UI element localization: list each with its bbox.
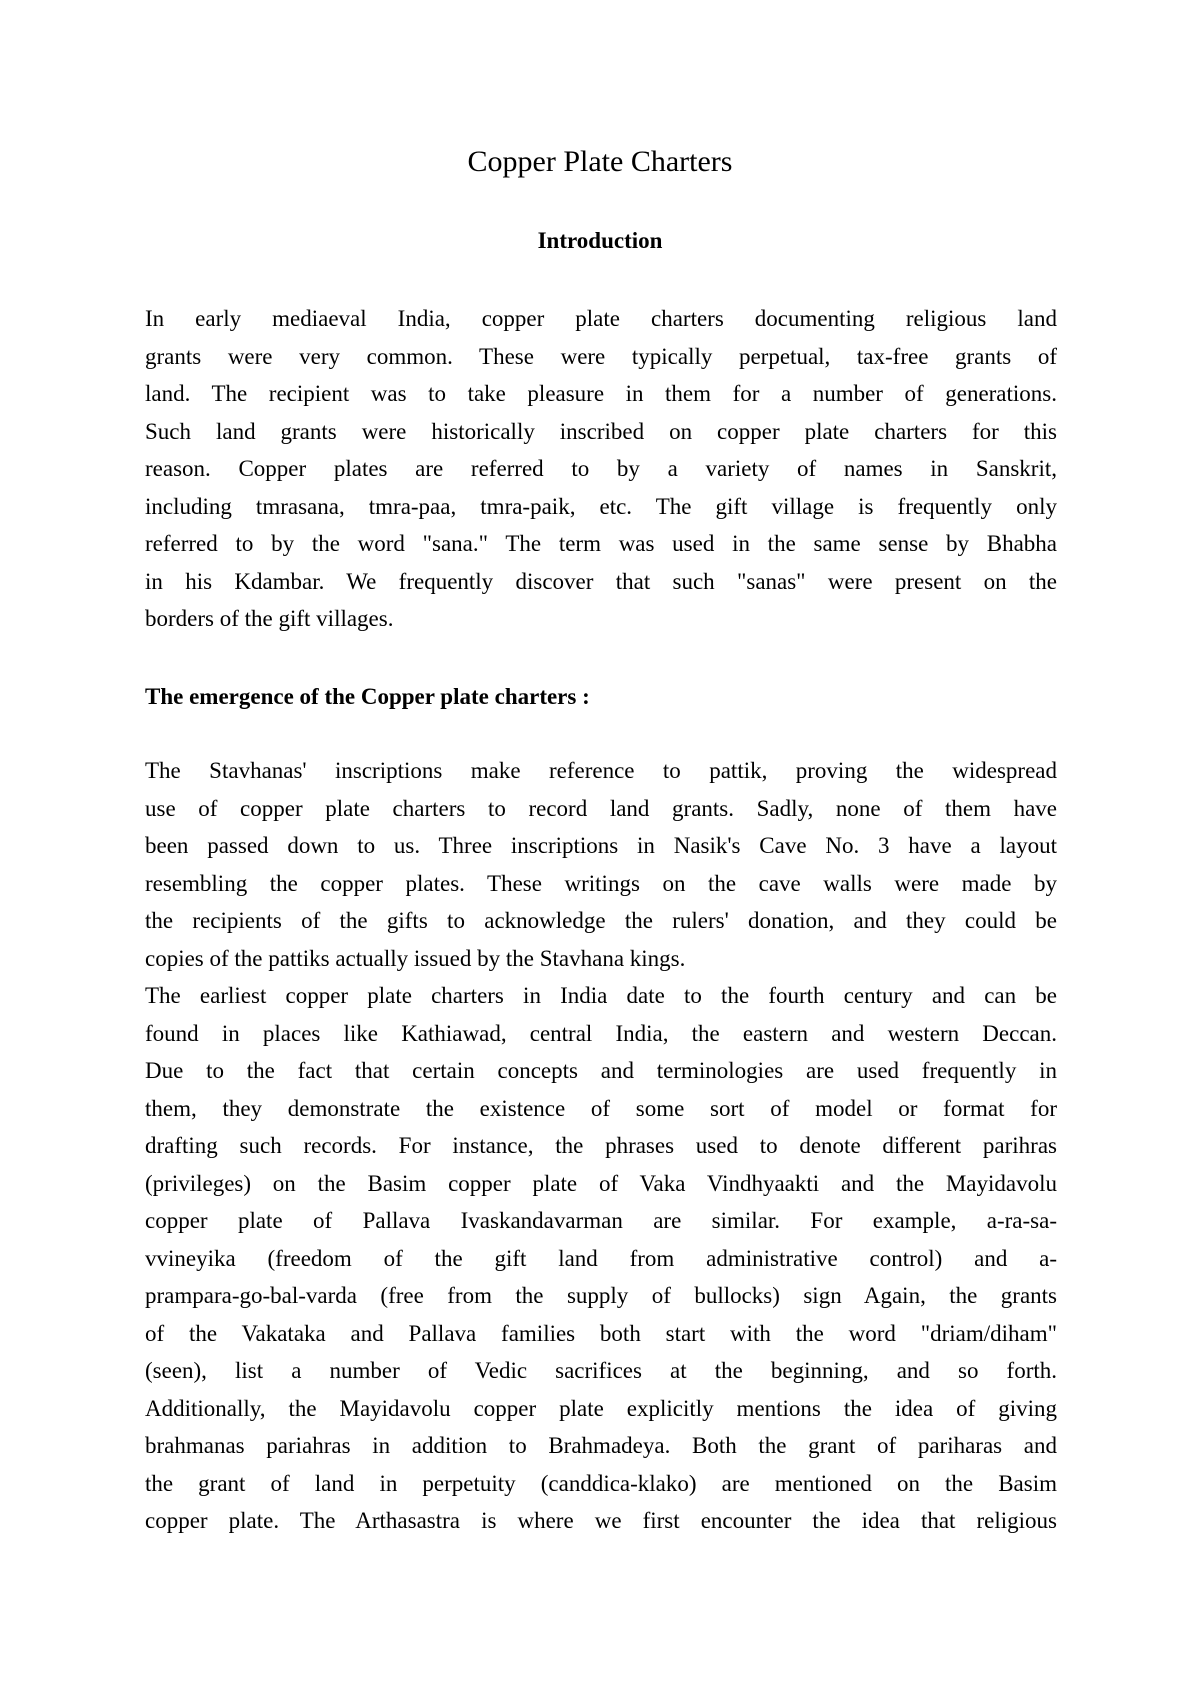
paragraph-line: The earliest copper plate charters in India date to the fourth century and can be — [145, 983, 1057, 1008]
paragraph-line: copper plate. The Arthasastra is where we first encounter the idea that religious — [145, 1508, 1057, 1533]
paragraph-line: drafting such records. For instance, the phrases used to denote different parihras — [145, 1133, 1057, 1158]
paragraph-line: grants were very common. These were typically perpetual, tax-free grants of — [145, 343, 1057, 369]
intro-paragraph — [145, 300, 1057, 638]
paragraph-line: copper plate of Pallava Ivaskandavarman are similar. For example, a-ra-sa- — [145, 1208, 1057, 1233]
paragraph-line: borders of the gift villages. — [145, 606, 394, 631]
section-heading: The emergence of the Copper plate charters : — [145, 684, 590, 709]
paragraph-line: been passed down to us. Three inscriptions in Nasik's Cave No. 3 have a layout — [145, 833, 1057, 858]
paragraph-line: of the Vakataka and Pallava families both start with the word "driam/diham" — [145, 1320, 1057, 1346]
paragraph-line: copies of the pattiks actually issued by the Stavhana kings. — [145, 945, 686, 971]
paragraph-line: found in places like Kathiawad, central India, the eastern and western Deccan. — [145, 1020, 1057, 1046]
paragraph-line: Due to the fact that certain concepts and terminologies are used frequently in — [145, 1058, 1057, 1083]
paragraph-line: in his Kdambar. We frequently discover that such "sanas" were present on the — [145, 568, 1057, 594]
paragraph-line: land. The recipient was to take pleasure in them for a number of generations. — [145, 381, 1057, 406]
paragraph-line: the grant of land in perpetuity (canddica-klako) are mentioned on the Basim — [145, 1470, 1057, 1496]
section-paragraph — [145, 752, 1057, 1540]
paragraph-line: (seen), list a number of Vedic sacrifices at the beginning, and so forth. — [145, 1358, 1057, 1383]
paragraph-line: prampara-go-bal-varda (free from the supply of bullocks) sign Again, the grants — [145, 1283, 1057, 1308]
paragraph-line: vvineyika (freedom of the gift land from administrative control) and a- — [145, 1245, 1057, 1271]
paragraph-line: them, they demonstrate the existence of some sort of model or format for — [145, 1095, 1057, 1121]
paragraph-line: resembling the copper plates. These writings on the cave walls were made by — [145, 870, 1057, 896]
paragraph-line: the recipients of the gifts to acknowledge the rulers' donation, and they could be — [145, 908, 1057, 933]
paragraph-line: Additionally, the Mayidavolu copper plate explicitly mentions the idea of giving — [145, 1395, 1057, 1421]
intro-heading: Introduction — [537, 228, 663, 253]
paragraph-line: The Stavhanas' inscriptions make reference to pattik, proving the widespread — [145, 758, 1057, 783]
paragraph-line: use of copper plate charters to record land grants. Sadly, none of them have — [145, 795, 1057, 821]
paragraph-line: referred to by the word "sana." The term was used in the same sense by Bhabha — [145, 531, 1057, 556]
paragraph-line: (privileges) on the Basim copper plate of Vaka Vindhyaakti and the Mayidavolu — [145, 1170, 1057, 1196]
paragraph-line: In early mediaeval India, copper plate charters documenting religious land — [145, 306, 1057, 331]
paragraph-line: Such land grants were historically inscribed on copper plate charters for this — [145, 418, 1057, 444]
document-title: Copper Plate Charters — [467, 145, 733, 178]
paragraph-line: reason. Copper plates are referred to by a variety of names in Sanskrit, — [145, 456, 1057, 481]
paragraph-line: including tmrasana, tmra-paa, tmra-paik, etc. The gift village is frequently only — [145, 493, 1057, 519]
paragraph-line: brahmanas pariahras in addition to Brahmadeya. Both the grant of pariharas and — [145, 1433, 1057, 1458]
